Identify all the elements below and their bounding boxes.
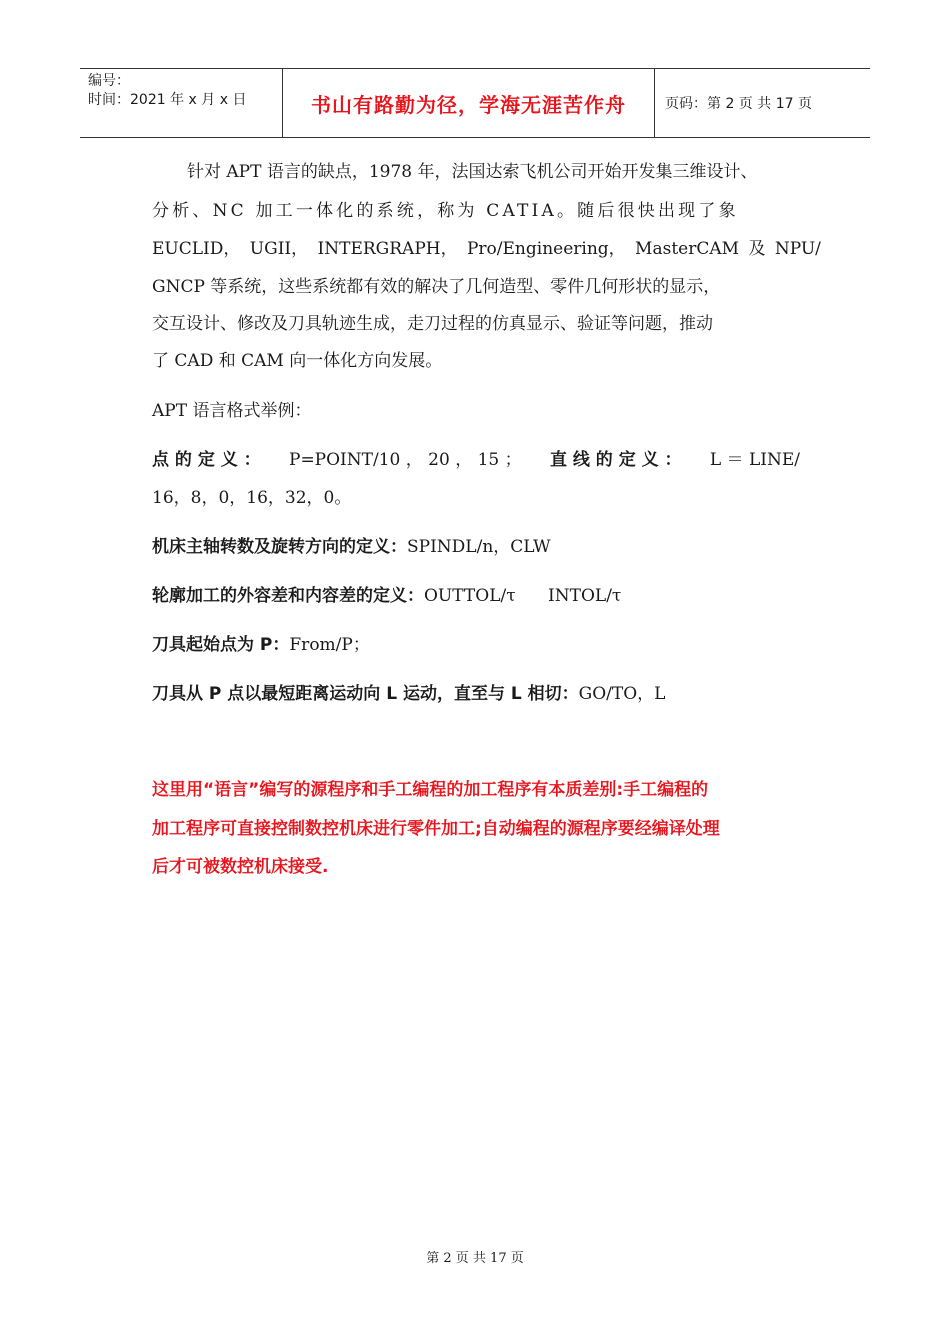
note-line-3: 后才可被数控机床接受.	[152, 857, 329, 877]
line-def-label: 直 线 的 定 义 ：	[549, 450, 682, 470]
point-def-value: P=POINT/10 ， 20 ， 15 ；	[289, 450, 522, 470]
tolerance-definition	[152, 581, 800, 606]
header-motto-cell	[282, 69, 655, 137]
spindle-label: 机床主轴转数及旋转方向的定义：	[152, 537, 407, 557]
header-meta	[80, 69, 282, 137]
intro-line-3: EUCLID， UGII， INTERGRAPH， Pro/Engineering， MasterCAM 及 NPU/	[152, 239, 821, 259]
goto-label: 刀具从 P 点以最短距离运动向 L 运动，直至与 L 相切：	[152, 684, 579, 704]
spindle-definition	[152, 532, 800, 557]
line-def-value: L ＝ LINE/	[709, 450, 800, 470]
goto-definition	[152, 679, 800, 704]
definition-line	[152, 445, 800, 470]
line-def-continuation: 16，8，0，16，32，0。	[152, 488, 352, 508]
note-line-2: 加工程序可直接控制数控机床进行零件加工;自动编程的源程序要经编译处理	[152, 819, 720, 839]
intro-line-1: 针对 APT 语言的缺点，1978 年，法国达索飞机公司开始开发集三维设计、	[187, 162, 758, 182]
intro-line-5: 交互设计、修改及刀具轨迹生成，走刀过程的仿真显示、验证等问题，推动	[152, 314, 713, 334]
intro-line-6: 了 CAD 和 CAM 向一体化方向发展。	[152, 351, 443, 371]
header-motto: 书山有路勤为径，学海无涯苦作舟	[311, 92, 626, 117]
point-def-label: 点 的 定 义 ：	[152, 450, 261, 470]
from-label: 刀具起始点为 P：	[152, 635, 290, 655]
note-line-1: 这里用“语言”编写的源程序和手工编程的加工程序有本质差别:手工编程的	[152, 780, 709, 800]
intro-line-4: GNCP 等系统，这些系统都有效的解决了几何造型、零件几何形状的显示，	[152, 277, 721, 297]
page-header	[80, 68, 870, 138]
spindle-value: SPINDL/n，CLW	[407, 537, 551, 557]
document-date: 时间：2021 年 x 月 x 日	[88, 92, 247, 108]
example-heading: APT 语言格式举例：	[152, 401, 312, 421]
tolerance-label: 轮廓加工的外容差和内容差的定义：	[152, 586, 424, 606]
from-value: From/P；	[289, 635, 370, 655]
header-page-info: 页码：第 2 页 共 17 页	[665, 96, 812, 112]
intro-line-2: 分析、NC 加工一体化的系统，称为 CATIA。随后很快出现了象	[152, 201, 739, 221]
page-footer: 第 2 页 共 17 页	[426, 1251, 524, 1266]
goto-value: GO/TO，L	[578, 684, 666, 704]
document-number-label: 编号：	[88, 73, 130, 89]
from-definition	[152, 630, 800, 655]
tolerance-value: OUTTOL/τ INTOL/τ	[424, 586, 622, 606]
